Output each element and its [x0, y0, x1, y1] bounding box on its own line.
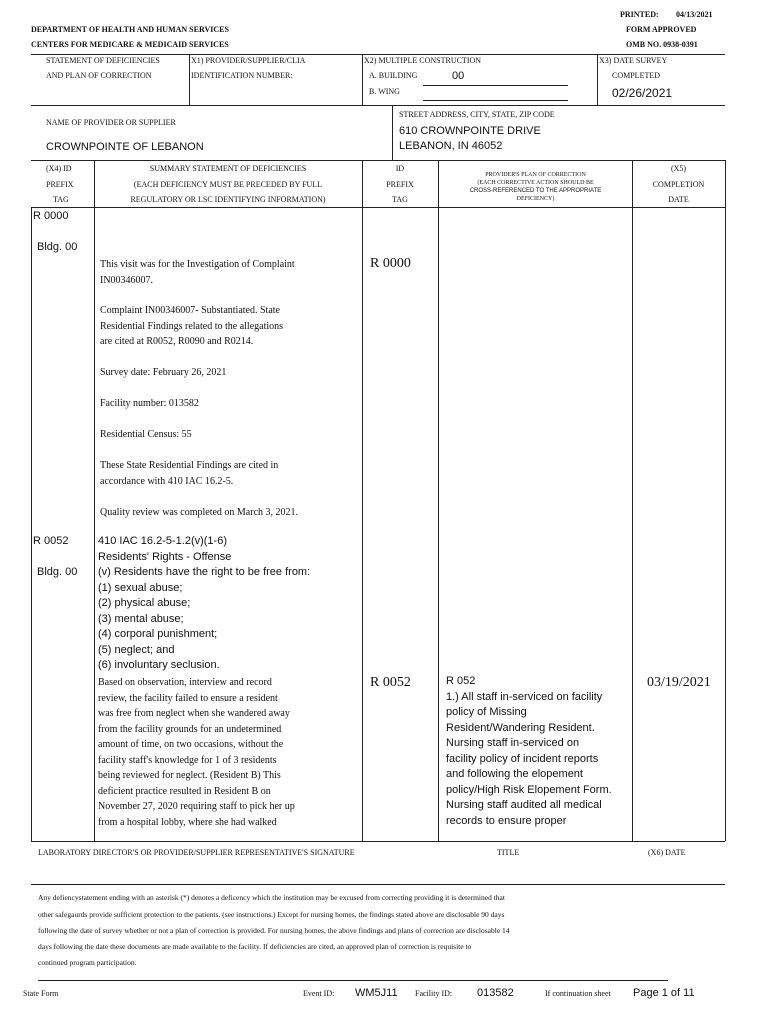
top-table-border	[31, 54, 725, 55]
intro-paragraph-2: Complaint IN00346007- Substantiated. State Residential Findings related to the allegations are cited at R0052, R0090 and R0214.	[100, 305, 284, 347]
address-line-1: 610 CROWNPOINTE DRIVE	[399, 125, 541, 137]
regulation-text: 410 IAC 16.2-5-1.2(v)(1-6) Residents' Rights - Offense (v) Residents have the right to be free from: (1) sexual abuse; (2) physical abuse; (3) mental abuse; (4) corporal punishment; (5) neglect; and (6) involuntary seclusion.	[98, 535, 311, 671]
intro-paragraph-4: Facility number: 013582	[100, 398, 199, 409]
agency-line-1: DEPARTMENT OF HEALTH AND HUMAN SERVICES	[31, 25, 229, 34]
intro-paragraph-6: These State Residential Findings are cited in accordance with 410 IAC 16.2-5.	[100, 460, 279, 487]
statement-label-2: AND PLAN OF CORRECTION	[46, 71, 152, 80]
col-x4-prefix: PREFIX	[46, 180, 74, 189]
facility-id-label: Facility ID:	[415, 989, 453, 998]
survey-date: 02/26/2021	[612, 86, 673, 100]
col-id-tag: TAG	[392, 195, 408, 204]
finding-text: Based on observation, interview and record review, the facility failed to ensure a resident was free from neglect when she wandered away from the facility grounds for an undetermined amount of time, on two occasions, without the facility staff's knowledge for 1 of 3 residents being reviewed for neglect. (Resident B) This deficient practice resulted in Resident B on November 27, 2020 requiring staff to pick her up from a hospital lobby, where she had walked	[98, 677, 295, 828]
provider-name: CROWNPOINTE OF LEBANON	[46, 141, 204, 153]
disclaimer-line-3: following the date of survey whether or not a plan of correction is provided. For nursing homes, the above findings and plans of correction are disclosable 14	[38, 926, 510, 935]
building-underline	[423, 85, 568, 86]
event-id-label: Event ID:	[303, 989, 335, 998]
disclaimer-line-1: Any defiencystatement ending with an asterisk (*) denotes a deficency which the institution may be excused from correcting providing it is determined that	[38, 893, 505, 902]
disclaimer-line-5: continued program participation.	[38, 958, 137, 967]
bldg-2: Bldg. 00	[37, 566, 78, 578]
wing-underline	[423, 100, 568, 101]
footer-divider	[38, 980, 668, 981]
statement-label-1: STATEMENT OF DEFICIENCIES	[46, 56, 160, 65]
x3-label-1: X3) DATE SURVEY	[599, 56, 668, 65]
x2-label: X2) MULTIPLE CONSTRUCTION	[364, 56, 482, 65]
building-value: 00	[452, 70, 465, 82]
col-summary-3: REGULATORY OR LSC IDENTIFYING INFORMATION)	[130, 195, 326, 204]
continuation-label: If continuation sheet	[545, 989, 611, 998]
wing-label: B. WING	[369, 87, 400, 96]
id-tag-r0052: R 0052	[370, 675, 411, 690]
form-approved: FORM APPROVED	[626, 25, 697, 34]
building-label: A. BUILDING	[369, 71, 418, 80]
state-form-label: State Form	[23, 989, 59, 998]
col-x5-1: (X5)	[670, 164, 687, 173]
col-summary-1: SUMMARY STATEMENT OF DEFICIENCIES	[149, 164, 307, 173]
col-plan-2: (EACH CORRECTIVE ACTION SHOULD BE	[477, 180, 594, 186]
col-x5-3: DATE	[668, 195, 689, 204]
col-plan-4: DEFICIENCY)	[516, 196, 555, 202]
tag-r0000: R 0000	[33, 210, 69, 222]
intro-paragraph-1: This visit was for the Investigation of Complaint IN00346007.	[100, 259, 295, 286]
address-label: STREET ADDRESS, CITY, STATE, ZIP CODE	[399, 110, 555, 119]
agency-line-2: CENTERS FOR MEDICARE & MEDICAID SERVICES	[31, 40, 229, 49]
x3-label-2: COMPLETED	[612, 71, 660, 80]
disclaimer-line-4: days following the date these documents are made available to the facility. If deficiencies are cited, an approved plan of correction is requisite to	[38, 942, 472, 951]
intro-paragraph-5: Residential Census: 55	[100, 429, 192, 440]
x1-label-1: X1) PROVIDER/SUPPLIER/CLIA	[191, 56, 306, 65]
page-number: Page 1 of 11	[633, 987, 695, 999]
intro-paragraph-7: Quality review was completed on March 3, 2021.	[100, 507, 299, 518]
plan-of-correction-text: R 052 1.) All staff in-serviced on facility policy of Missing Resident/Wandering Resident. Nursing staff in-serviced on facility policy of incident reports and following the elopement policy/High Risk Elopement Form. Nursing staff audited all medical records to ensure proper	[446, 675, 612, 827]
event-id: WM5J11	[355, 987, 398, 999]
col-plan-1: PROVIDER'S PLAN OF CORRECTION	[485, 172, 586, 178]
col-plan-3: CROSS-REFERENCED TO THE APPROPRIATE	[469, 188, 602, 194]
facility-id: 013582	[477, 987, 514, 999]
tag-r0052: R 0052	[33, 535, 69, 547]
bldg-1: Bldg. 00	[37, 241, 78, 253]
printed-label: PRINTED:	[620, 10, 659, 19]
signature-divider	[31, 884, 725, 885]
col-x4-id: (X4) ID	[46, 164, 72, 173]
completion-date: 03/19/2021	[647, 675, 711, 690]
title-label: TITLE	[497, 848, 520, 857]
address-line-2: LEBANON, IN 46052	[399, 140, 503, 152]
provider-name-label: NAME OF PROVIDER OR SUPPLIER	[46, 118, 176, 127]
col-id-id: ID	[395, 164, 405, 173]
omb-number: OMB NO. 0938-0391	[626, 40, 698, 49]
x6-date-label: (X6) DATE	[648, 848, 686, 857]
lab-director-signature-label: LABORATORY DIRECTOR'S OR PROVIDER/SUPPLIER REPRESENTATIVE'S SIGNATURE	[38, 848, 355, 857]
col-x5-2: COMPLETION	[652, 180, 705, 189]
printed-date: 04/13/2021	[676, 10, 713, 19]
disclaimer-line-2: other safegaurds provide sufficient protection to the patients. (see instructions.) Except for nursing homes, the findings stated above are disclosable 90 days	[38, 910, 505, 919]
col-summary-2: (EACH DEFICIENCY MUST BE PRECEDED BY FULL	[133, 180, 323, 189]
intro-paragraph-3: Survey date: February 26, 2021	[100, 367, 227, 378]
col-id-prefix: PREFIX	[386, 180, 414, 189]
x1-label-2: IDENTIFICATION NUMBER:	[191, 71, 293, 80]
col-x4-tag: TAG	[53, 195, 69, 204]
id-tag-r0000: R 0000	[370, 256, 411, 271]
